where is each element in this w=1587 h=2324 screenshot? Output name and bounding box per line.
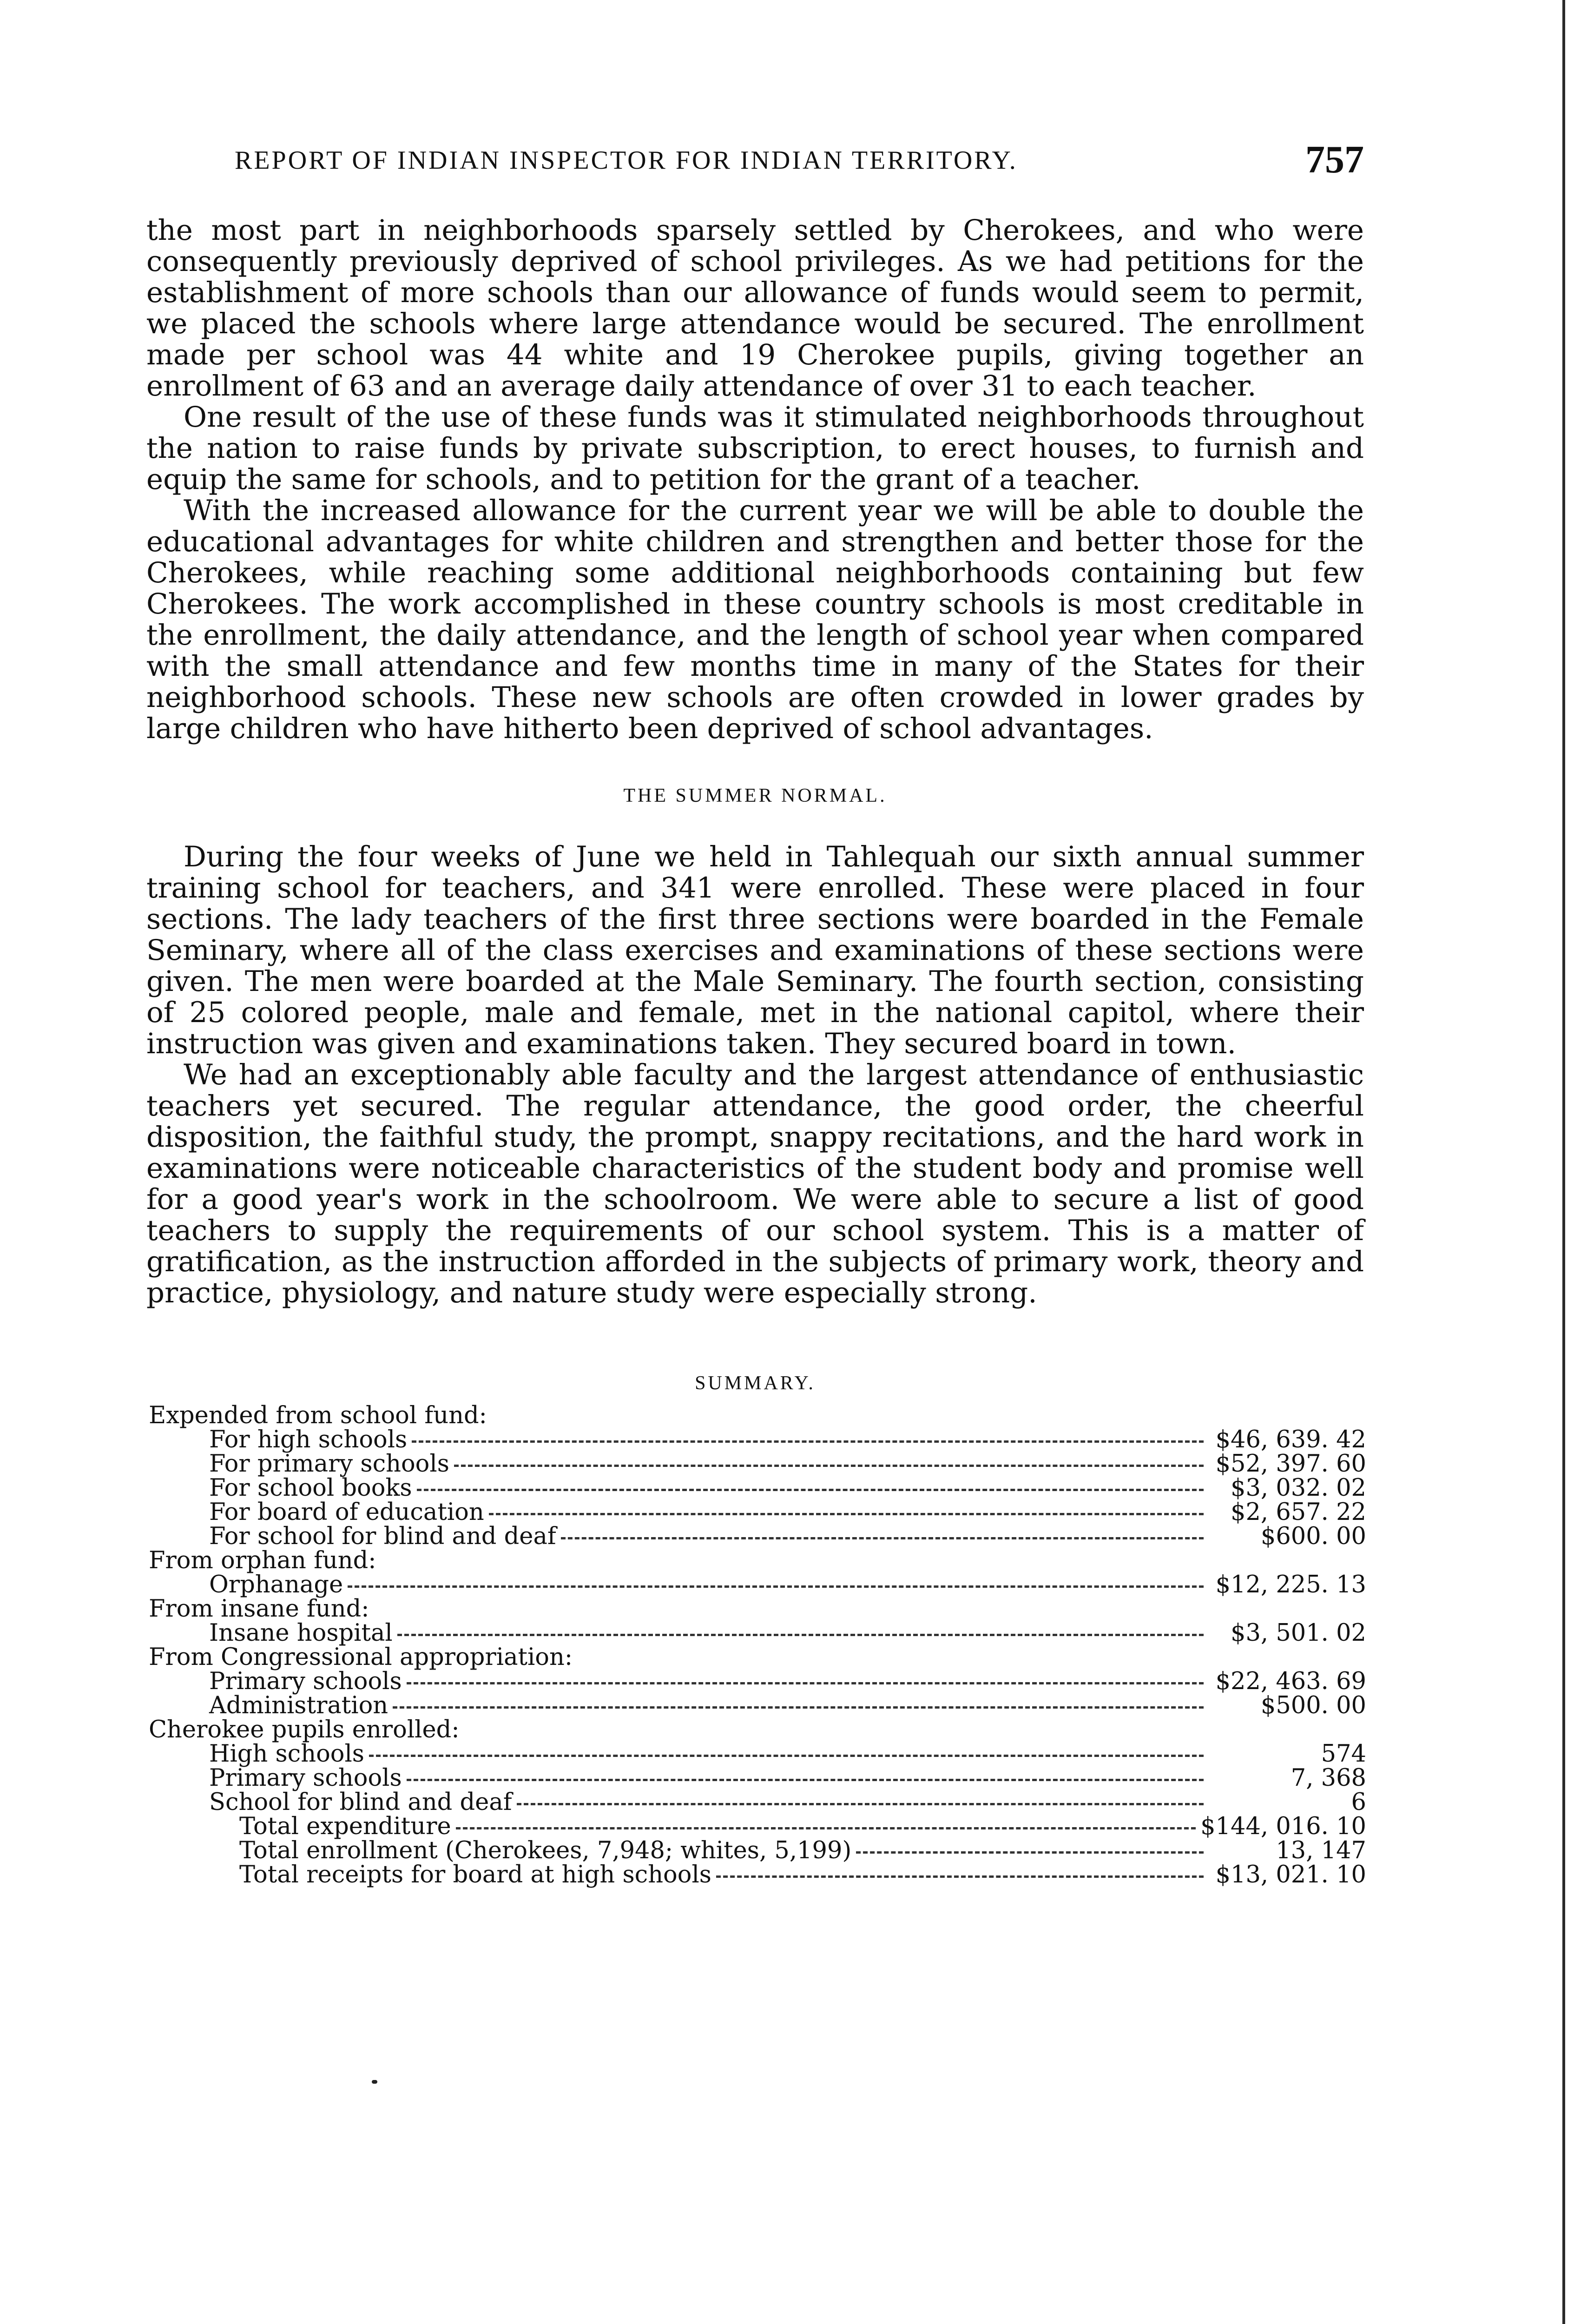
summary-value: $3, 501. 02 bbox=[1231, 1619, 1366, 1647]
summary-value: $46, 639. 42 bbox=[1215, 1426, 1366, 1453]
summary-value: 574 bbox=[1321, 1740, 1366, 1768]
paragraph: One result of the use of these funds was it stimulated neighborhoods throughout the nation to raise funds by private subscription, to erect houses, to furnish and equip the same for schools, and to petition for the grant of a teacher. bbox=[146, 401, 1364, 496]
summary-value: $52, 397. 60 bbox=[1215, 1450, 1366, 1478]
dot-leader bbox=[393, 1706, 1204, 1709]
dot-leader bbox=[454, 1465, 1204, 1467]
summary-label: For board of education bbox=[209, 1499, 484, 1526]
dot-leader bbox=[716, 1875, 1204, 1878]
summary-row bbox=[149, 1742, 1366, 1766]
summary-value: $2, 657. 22 bbox=[1231, 1499, 1366, 1526]
dot-leader bbox=[407, 1779, 1204, 1781]
summary-label: Expended from school fund: bbox=[149, 1402, 487, 1429]
ink-speck bbox=[372, 2080, 377, 2084]
summary-label: Primary schools bbox=[209, 1764, 402, 1792]
summary-label: High schools bbox=[209, 1740, 364, 1768]
dot-leader bbox=[856, 1851, 1204, 1854]
summary-label: For high schools bbox=[209, 1426, 408, 1453]
summary-value: 13, 147 bbox=[1276, 1837, 1366, 1864]
summary-value: $600. 00 bbox=[1260, 1523, 1366, 1550]
summary-label: For school books bbox=[209, 1474, 412, 1502]
summary-value: $13, 021. 10 bbox=[1215, 1861, 1366, 1888]
dot-leader bbox=[397, 1634, 1204, 1636]
summary-label: From orphan fund: bbox=[149, 1547, 376, 1574]
section-heading-summary: SUMMARY. bbox=[695, 1373, 816, 1394]
summary-group-congressional bbox=[149, 1645, 1366, 1670]
summary-group-school-fund bbox=[149, 1404, 1366, 1428]
summary-row bbox=[149, 1790, 1366, 1815]
summary-group-orphan-fund bbox=[149, 1549, 1366, 1573]
summary-row bbox=[149, 1428, 1366, 1452]
summary-group-pupils bbox=[149, 1718, 1366, 1742]
summary-label: Primary schools bbox=[209, 1668, 402, 1695]
summary-row bbox=[149, 1573, 1366, 1597]
summary-label: Total enrollment (Cherokees, 7,948; whites, 5,199) bbox=[239, 1837, 852, 1864]
paragraph: the most part in neighborhoods sparsely settled by Cherokees, and who were consequently previously deprived of school privileges. As we had petitions for the establishment of more schools than our allowance of funds would seem to permit, we placed the schools where large attendance would be secured. The enrollment made per school was 44 white and 19 Cherokee pupils, giving together an enrollment of 63 and an average daily attendance of over 31 to each teacher. bbox=[146, 214, 1364, 403]
dot-leader bbox=[456, 1827, 1196, 1829]
summary-row bbox=[149, 1766, 1366, 1790]
page-edge-line bbox=[1562, 0, 1565, 2324]
dot-leader bbox=[412, 1440, 1204, 1443]
summary-row bbox=[149, 1476, 1366, 1500]
summary-total-row bbox=[149, 1815, 1366, 1839]
summary-table bbox=[149, 1404, 1366, 1887]
summary-value: $144, 016. 10 bbox=[1200, 1813, 1366, 1840]
dot-leader bbox=[489, 1513, 1204, 1515]
summary-row bbox=[149, 1621, 1366, 1645]
summary-label: From insane fund: bbox=[149, 1595, 369, 1623]
summary-label: For school for blind and deaf bbox=[209, 1523, 556, 1550]
summary-value: 6 bbox=[1351, 1789, 1366, 1816]
summary-row bbox=[149, 1500, 1366, 1525]
summary-value: $12, 225. 13 bbox=[1215, 1571, 1366, 1598]
summary-row bbox=[149, 1525, 1366, 1549]
summary-group-insane-fund bbox=[149, 1597, 1366, 1621]
dot-leader bbox=[369, 1755, 1204, 1757]
summary-total-row bbox=[149, 1863, 1366, 1887]
summary-row bbox=[149, 1694, 1366, 1718]
summary-value: $22, 463. 69 bbox=[1215, 1668, 1366, 1695]
dot-leader bbox=[348, 1585, 1204, 1588]
paragraph: During the four weeks of June we held in Tahlequah our sixth annual summer training school for teachers, and 341 were enrolled. These were placed in four sections. The lady teachers of the first three sections were boarded in the Female Seminary, where all of the class exercises and examinations of these sections were given. The men were boarded at the Male Seminary. The fourth section, consisting of 25 colored people, male and female, met in the national capitol, where their instruction was given and examinations taken. They secured board in town. bbox=[146, 840, 1364, 1060]
dot-leader bbox=[407, 1682, 1204, 1684]
summary-row bbox=[149, 1670, 1366, 1694]
summary-label: Total expenditure bbox=[239, 1813, 451, 1840]
summary-label: Total receipts for board at high schools bbox=[239, 1861, 711, 1888]
running-head: REPORT OF INDIAN INSPECTOR FOR INDIAN TERRITORY. bbox=[235, 146, 1018, 175]
page-header bbox=[235, 137, 1364, 184]
summary-value: $500. 00 bbox=[1260, 1692, 1366, 1719]
opening-text-block bbox=[146, 215, 1364, 744]
summary-total-row bbox=[149, 1839, 1366, 1863]
page-number: 757 bbox=[1305, 138, 1364, 181]
summary-label: School for blind and deaf bbox=[209, 1789, 512, 1816]
summary-label: Insane hospital bbox=[209, 1619, 393, 1647]
dot-leader bbox=[517, 1803, 1204, 1805]
summary-value: $3, 032. 02 bbox=[1231, 1474, 1366, 1502]
summary-label: From Congressional appropriation: bbox=[149, 1644, 573, 1671]
paragraph: With the increased allowance for the current year we will be able to double the educational advantages for white children and strengthen and better those for the Cherokees, while reaching some additional neighborhoods containing but few Cherokees. The work accomplished in these country schools is most creditable in the enrollment, the daily attendance, and the length of school year when compared with the small attendance and few months time in many of the States for their neighborhood schools. These new schools are often crowded in lower grades by large children who have hitherto been deprived of school advantages. bbox=[146, 494, 1364, 745]
summary-value: 7, 368 bbox=[1291, 1764, 1366, 1792]
dot-leader bbox=[417, 1489, 1204, 1491]
paragraph: We had an exceptionably able faculty and the largest attendance of enthusiastic teachers yet secured. The regular attendance, the good order, the cheerful disposition, the faithful study, the prompt, snappy recitations, and the hard work in examinations were noticeable characteristics of the student body and promise well for a good year's work in the schoolroom. We were able to secure a list of good teachers to supply the requirements of our school system. This is a matter of gratification, as the instruction afforded in the subjects of primary work, theory and practice, physiology, and nature study were especially strong. bbox=[146, 1058, 1364, 1309]
dot-leader bbox=[561, 1537, 1204, 1539]
summer-normal-text-block bbox=[146, 841, 1364, 1308]
section-heading-summer-normal: THE SUMMER NORMAL. bbox=[623, 785, 887, 806]
summary-row bbox=[149, 1452, 1366, 1476]
summary-label: Administration bbox=[209, 1692, 389, 1719]
summary-label: Cherokee pupils enrolled: bbox=[149, 1716, 460, 1743]
summary-label: Orphanage bbox=[209, 1571, 343, 1598]
summary-label: For primary schools bbox=[209, 1450, 449, 1478]
